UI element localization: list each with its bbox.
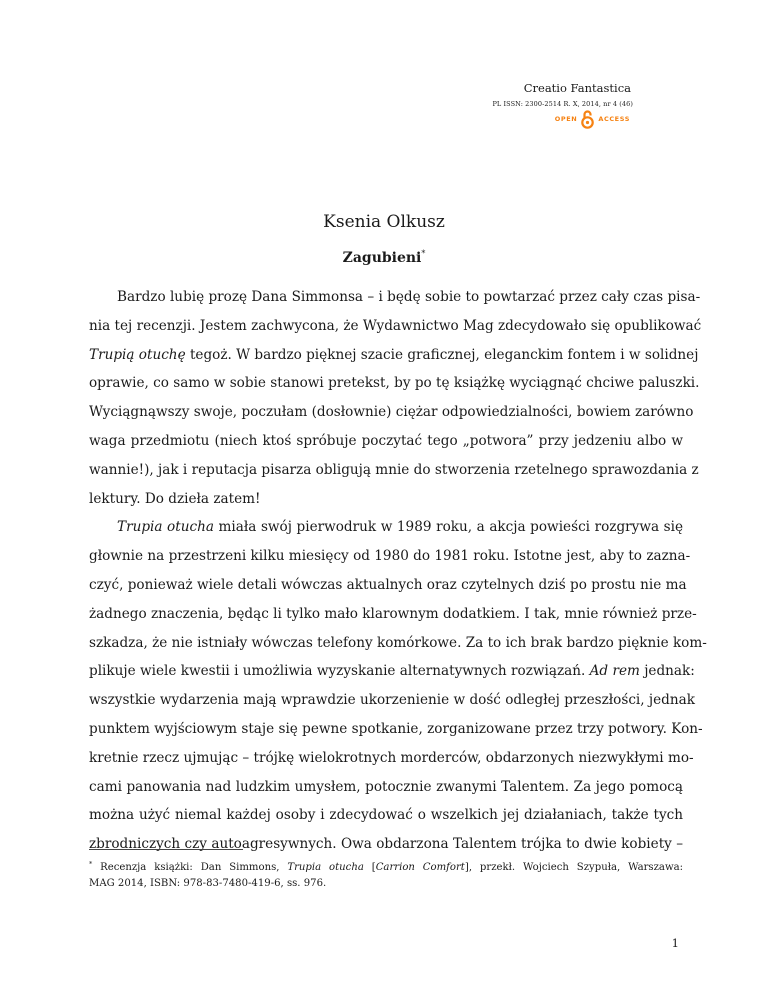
footnote-line: MAG 2014, ISBN: 978-83-7480-419-6, ss. 976. [89,878,327,889]
original-title-italic: Carrion Comfort [375,862,465,873]
journal-issn: PL ISSN: 2300-2514 R. X, 2014, nr 4 (46) [492,100,633,108]
text-line: można użyć niemal każdej osoby i zdecydować o wszelkich jej działaniach, także tych [89,807,683,824]
latin-phrase-italic: Ad rem [589,663,640,680]
article-title-text: Zagubieni [342,250,422,266]
text-line: wszystkie wydarzenia mają wprawdzie ukorzenienie w dość odległej przeszłości, jednak [89,692,695,709]
text-line: oprawie, co samo w sobie stanowi pretekst, by po tę książkę wyciągnąć chciwe paluszki. [89,375,700,392]
text-line: lektury. Do dzieła zatem! [89,490,261,507]
text-run: [ [363,862,376,873]
open-access-open-label: OPEN [554,115,578,123]
text-run: Recenzja książki: Dan Simmons, [92,862,288,873]
text-line: Bardzo lubię prozę Dana Simmonsa – i będę sobie to powtarzać przez cały czas pisa- [117,289,701,305]
article-title [0,244,768,268]
footnote-separator [89,849,243,850]
text-line: Wyciągnąwszy swoje, poczułam (dosłownie) ciężar odpowiedzialności, bowiem zarówno [89,404,694,421]
text-line: głownie na przestrzeni kilku miesięcy od 1980 do 1981 roku. Istotne jest, aby to zazna- [89,548,691,565]
text-line: szkadza, że nie istniały wówczas telefony komórkowe. Za to ich brak bardzo pięknie kom- [89,634,707,651]
text-run: tegoż. W bardzo pięknej szacie graficznej, eleganckim fontem i w solidnej [185,346,699,363]
journal-header [492,80,633,109]
footnote-line [89,856,683,876]
text-line [89,657,695,686]
text-line: waga przedmiotu (niech ktoś spróbuje poczytać tego „potwora” przy jedzeniu albo w [89,432,683,449]
open-access-lock-icon [581,109,594,129]
book-title-italic: Trupia otucha [117,519,214,536]
text-line: czyć, ponieważ wiele detali wówczas aktualnych oraz czytelnych dziś po prostu nie ma [89,576,687,593]
article-body [89,283,707,859]
text-run: ], przekł. Wojciech Szypuła, Warszawa: [464,862,684,873]
text-line [89,341,699,370]
text-line: wannie!), jak i reputacja pisarza obligują mnie do stworzenia rzetelnego sprawozdania z [89,461,699,478]
text-run: jednak: [639,663,695,680]
book-title-italic: Trupia otucha [287,862,364,873]
footnote-marker: * [89,860,93,868]
footnote [89,856,683,892]
text-line: punktem wyjściowym staje się pewne spotkanie, zorganizowane przez trzy potwory. Kon- [89,720,703,737]
footnote-ref-marker: * [421,249,426,258]
journal-title: Creatio Fantastica [523,81,631,95]
text-line: zbrodniczych czy autoagresywnych. Owa obdarzona Talentem trójka to dwie kobiety – [89,836,683,853]
text-line: nia tej recenzji. Jestem zachwycona, że Wydawnictwo Mag zdecydowało się opublikować [89,317,702,334]
text-line [89,513,683,542]
text-line: kretnie rzecz ujmując – trójkę wielokrotnych morderców, obdarzonych niezwykłymi mo- [89,749,694,766]
text-line: żadnego znaczenia, będąc li tylko mało klarownym dodatkiem. I tak, mnie również prze- [89,605,697,622]
article-author: Ksenia Olkusz [323,212,445,232]
text-run: miała swój pierwodruk w 1989 roku, a akcja powieści rozgrywa się [213,519,684,536]
book-title-italic: Trupią otuchę [89,346,186,363]
open-access-badge [555,108,630,130]
text-line: cami panowania nad ludzkim umysłem, potocznie zwanymi Talentem. Za jego pomocą [89,778,683,795]
open-access-access-label: ACCESS [598,115,630,123]
text-run: plikuje wiele kwestii i umożliwia wyzyskanie alternatywnych rozwiązań. [89,663,590,680]
page-number: 1 [671,936,679,950]
